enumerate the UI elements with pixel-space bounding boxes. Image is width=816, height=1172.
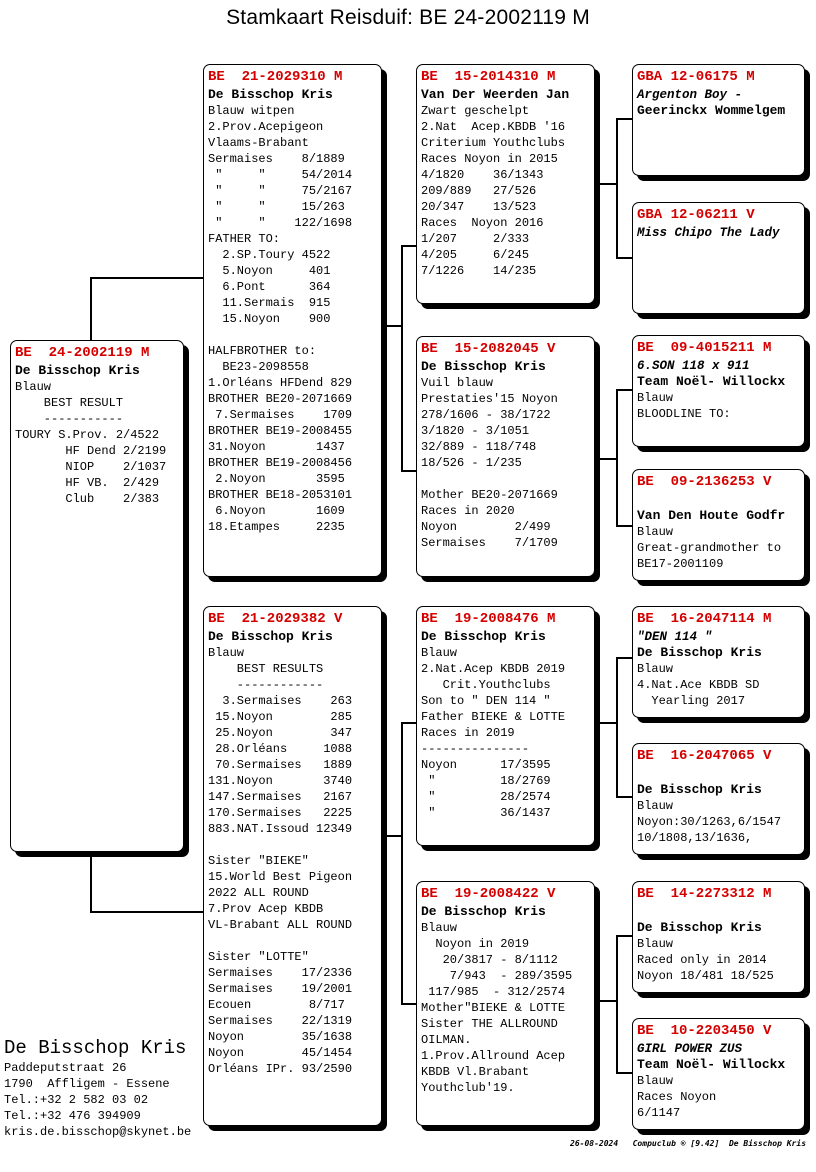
card-details (208, 629, 381, 1077)
owner-address-block (4, 1036, 191, 1140)
detail-line: Mother"BIEKE & LOTTE (421, 1001, 566, 1015)
detail-line: Blauw (421, 921, 458, 935)
connector-line (90, 277, 92, 340)
ring-number: BE 09-2136253 V (637, 474, 772, 490)
detail-line (637, 904, 804, 920)
detail-line: Noyon 45/1454 (208, 1046, 353, 1060)
detail-line: Noyon 35/1638 (208, 1030, 353, 1044)
connector-line (401, 245, 403, 471)
connector-line (401, 722, 403, 1004)
detail-line: Sermaises 19/2001 (208, 982, 353, 996)
detail-line: 4/1820 36/1343 (421, 168, 544, 182)
detail-line: 2022 ALL ROUND (208, 886, 309, 900)
detail-line: Zwart geschelpt (421, 104, 530, 118)
sire-dam-sire-card[interactable] (632, 335, 805, 447)
detail-line: Blauw (637, 662, 674, 676)
detail-line: Blauw (637, 525, 674, 539)
sire-sire-dam-card[interactable] (632, 202, 805, 314)
detail-line: 4.Nat.Ace KBDB SD (637, 678, 760, 692)
breeder-name: De Bisschop Kris (637, 782, 762, 797)
breeder-name: De Bisschop Kris (637, 920, 762, 935)
detail-line: Blauw (421, 646, 458, 660)
connector-line (595, 1000, 617, 1002)
detail-line: Sister "LOTTE" (208, 950, 309, 964)
detail-line: Orléans IPr. 93/2590 (208, 1062, 353, 1076)
breeder-name: De Bisschop Kris (208, 87, 333, 102)
card-details (421, 629, 594, 821)
connector-line (595, 722, 617, 724)
detail-line: Raced only in 2014 (637, 953, 767, 967)
detail-line: Youthclub'19. (421, 1081, 515, 1095)
detail-line: Races in 2019 (421, 726, 515, 740)
detail-line: Blauw (208, 646, 245, 660)
connector-line (616, 657, 632, 659)
owner-phone-2: Tel.:+32 476 394909 (4, 1109, 141, 1123)
detail-line: " " 75/2167 (208, 184, 353, 198)
card-details (637, 358, 804, 422)
card-details (421, 87, 594, 279)
ring-number: BE 21-2029382 V (208, 611, 343, 627)
connector-line (616, 389, 632, 391)
connector-line (595, 183, 617, 185)
card-details (421, 904, 594, 1096)
detail-line: Races Noyon (637, 1090, 717, 1104)
detail-line: 4/205 6/245 (421, 248, 530, 262)
detail-line: BROTHER BE19-2008456 (208, 456, 353, 470)
breeder-name: De Bisschop Kris (421, 904, 546, 919)
detail-line: Crit.Youthclubs (421, 678, 551, 692)
card-details (637, 629, 804, 709)
detail-line: 15.World Best Pigeon (208, 870, 353, 884)
dam-dam-sire-card[interactable] (632, 881, 805, 993)
owner-name: De Bisschop Kris (4, 1037, 187, 1059)
breeder-name: De Bisschop Kris (637, 645, 762, 660)
owner-street: Paddeputstraat 26 (4, 1061, 127, 1075)
detail-line: Sister "BIEKE" (208, 854, 309, 868)
ring-number: BE 24-2002119 M (15, 345, 150, 361)
detail-line: BE17-2001109 (637, 557, 724, 571)
connector-line (382, 325, 402, 327)
ring-number: BE 16-2047114 M (637, 611, 772, 627)
detail-line: Ecouen 8/717 (208, 998, 345, 1012)
detail-line: Races Noyon 2016 (421, 216, 544, 230)
sire-dam-dam-card[interactable] (632, 469, 805, 581)
card-details (637, 766, 804, 846)
detail-line: 11.Sermais 915 (208, 296, 331, 310)
detail-line: BEST RESULTS (208, 662, 324, 676)
detail-line: Blauw (637, 937, 674, 951)
detail-line: 1/207 2/333 (421, 232, 530, 246)
detail-line: 10/1808,13/1636, (637, 831, 753, 845)
owner-city: 1790 Affligem - Essene (4, 1077, 170, 1091)
connector-line (401, 1003, 417, 1005)
detail-line: 1.Orléans HFDend 829 (208, 376, 353, 390)
detail-line: 6.Noyon 1609 (208, 504, 345, 518)
detail-line: " 36/1437 (421, 806, 551, 820)
detail-line: 70.Sermaises 1889 (208, 758, 353, 772)
detail-line: Mother BE20-2071669 (421, 488, 558, 502)
detail-line: NIOP 2/1037 (15, 460, 167, 474)
sire-dam-card[interactable] (416, 336, 595, 577)
connector-line (401, 470, 417, 472)
breeder-name: De Bisschop Kris (15, 363, 140, 378)
detail-line: Father BIEKE & LOTTE (421, 710, 566, 724)
detail-line: Sister THE ALLROUND (421, 1017, 558, 1031)
dam-dam-card[interactable] (416, 881, 595, 1126)
detail-line: VL-Brabant ALL ROUND (208, 918, 353, 932)
detail-line: 131.Noyon 3740 (208, 774, 353, 788)
detail-line: 3.Sermaises 263 (208, 694, 353, 708)
dam-card[interactable] (203, 606, 382, 1126)
detail-line: 7/1226 14/235 (421, 264, 537, 278)
detail-line (208, 933, 381, 949)
detail-line (421, 471, 594, 487)
connector-line (616, 935, 618, 1073)
detail-line: 32/889 - 118/748 (421, 440, 537, 454)
detail-line: BE23-2098558 (208, 360, 309, 374)
print-footer: 26-08-2024 Compuclub ® [9.42] De Bisschop Kris (570, 1139, 807, 1148)
sire-sire-card[interactable] (416, 64, 595, 304)
detail-line: --------------- (421, 742, 530, 756)
detail-line: FATHER TO: (208, 232, 281, 246)
breeder-name: Team Noël- Willockx (637, 374, 786, 389)
ring-number: BE 19-2008422 V (421, 886, 556, 902)
card-details (637, 1041, 804, 1121)
ring-number: BE 15-2014310 M (421, 69, 556, 85)
detail-line: BROTHER BE19-2008455 (208, 424, 353, 438)
detail-line: Criterium Youthclubs (421, 136, 566, 150)
detail-line: 20/3817 - 8/1112 (421, 953, 558, 967)
dam-sire-dam-card[interactable] (632, 743, 805, 855)
card-details (421, 359, 594, 551)
detail-line: 7.Prov Acep KBDB (208, 902, 324, 916)
detail-line: 6/1147 (637, 1106, 681, 1120)
connector-line (616, 935, 632, 937)
connector-line (616, 118, 632, 120)
detail-line: 147.Sermaises 2167 (208, 790, 353, 804)
breeder-name: Geerinckx Wommelgem (637, 103, 786, 118)
detail-line: 5.Noyon 401 (208, 264, 331, 278)
connector-line (90, 277, 204, 279)
detail-line (637, 766, 804, 782)
detail-line: 278/1606 - 38/1722 (421, 408, 551, 422)
connector-line (616, 657, 618, 797)
detail-line: Blauw (637, 1074, 674, 1088)
detail-line: Blauw (637, 799, 674, 813)
detail-line: 25.Noyon 347 (208, 726, 353, 740)
connector-line (401, 722, 417, 724)
detail-line: 117/985 - 312/2574 (421, 985, 566, 999)
detail-line: OILMAN. (421, 1033, 472, 1047)
connector-line (401, 245, 417, 247)
ring-number: BE 15-2082045 V (421, 341, 556, 357)
detail-line: 883.NAT.Issoud 12349 (208, 822, 353, 836)
detail-line: Vuil blauw (421, 376, 494, 390)
card-details (208, 87, 381, 535)
detail-line: Blauw (15, 380, 52, 394)
connector-line (90, 911, 204, 913)
detail-line: 7.Sermaises 1709 (208, 408, 353, 422)
card-details (637, 225, 804, 241)
detail-line: Son to " DEN 114 " (421, 694, 551, 708)
detail-line: 15.Noyon 900 (208, 312, 331, 326)
detail-line: BEST RESULT (15, 396, 124, 410)
detail-line: 170.Sermaises 2225 (208, 806, 353, 820)
detail-line: 2.Noyon 3595 (208, 472, 345, 486)
detail-line: 15.Noyon 285 (208, 710, 353, 724)
connector-line (616, 796, 632, 798)
detail-line: 18/526 - 1/235 (421, 456, 522, 470)
card-details (637, 87, 804, 119)
ring-number: BE 19-2008476 M (421, 611, 556, 627)
detail-line: 3/1820 - 3/1051 (421, 424, 530, 438)
breeder-name: De Bisschop Kris (421, 359, 546, 374)
detail-line: 28.Orléans 1088 (208, 742, 353, 756)
detail-line: HF Dend 2/2199 (15, 444, 167, 458)
detail-line: Noyon 17/3595 (421, 758, 551, 772)
detail-line: HF VB. 2/429 (15, 476, 160, 490)
detail-line: 2.SP.Toury 4522 (208, 248, 331, 262)
detail-line: BROTHER BE20-2071669 (208, 392, 353, 406)
detail-line: Sermaises 17/2336 (208, 966, 353, 980)
connector-line (616, 118, 618, 258)
detail-line: Club 2/383 (15, 492, 160, 506)
detail-line: 6.Pont 364 (208, 280, 331, 294)
detail-line: Noyon in 2019 (421, 937, 530, 951)
ring-number: GBA 12-06175 M (637, 69, 755, 85)
detail-line: BLOODLINE TO: (637, 407, 731, 421)
detail-line: Yearling 2017 (637, 694, 746, 708)
connector-line (616, 1072, 632, 1074)
detail-line: " " 15/263 (208, 200, 345, 214)
detail-line (208, 327, 381, 343)
detail-line: Sermaises 22/1319 (208, 1014, 353, 1028)
connector-line (616, 389, 618, 526)
ring-number: BE 10-2203450 V (637, 1023, 772, 1039)
detail-line: 7/943 - 289/3595 (421, 969, 573, 983)
sire-sire-sire-card[interactable] (632, 64, 805, 176)
pigeon-nickname: Miss Chipo The Lady (637, 226, 780, 240)
sire-card[interactable] (203, 64, 382, 577)
detail-line: Blauw (637, 391, 674, 405)
detail-line: " " 122/1698 (208, 216, 353, 230)
detail-line: 2.Nat Acep.KBDB '16 (421, 120, 566, 134)
dam-sire-sire-card[interactable] (632, 606, 805, 718)
detail-line: Races in 2020 (421, 504, 515, 518)
detail-line: " 18/2769 (421, 774, 551, 788)
dam-dam-dam-card[interactable] (632, 1018, 805, 1130)
detail-line: Noyon 2/499 (421, 520, 551, 534)
detail-line: HALFBROTHER to: (208, 344, 317, 358)
detail-line: BROTHER BE18-2053101 (208, 488, 353, 502)
ring-number: BE 16-2047065 V (637, 748, 772, 764)
card-details (15, 363, 183, 507)
connector-line (90, 852, 92, 912)
pigeon-nickname: GIRL POWER ZUS (637, 1042, 743, 1056)
connector-line (616, 525, 632, 527)
detail-line: ------------ (208, 678, 324, 692)
connector-line (616, 257, 632, 259)
detail-line: 209/889 27/526 (421, 184, 537, 198)
owner-email[interactable]: kris.de.bisschop@skynet.be (4, 1125, 192, 1139)
ring-number: BE 21-2029310 M (208, 69, 343, 85)
detail-line: KBDB Vl.Brabant (421, 1065, 530, 1079)
detail-line: Races Noyon in 2015 (421, 152, 558, 166)
breeder-name: Team Noël- Willockx (637, 1057, 786, 1072)
breeder-name: De Bisschop Kris (421, 629, 546, 644)
connector-line (595, 458, 617, 460)
detail-line: " " 54/2014 (208, 168, 353, 182)
detail-line: Sermaises 8/1889 (208, 152, 345, 166)
detail-line: Blauw witpen (208, 104, 295, 118)
breeder-name: Van Den Houte Godfr (637, 508, 786, 523)
card-details (637, 492, 804, 572)
detail-line: ----------- (15, 412, 124, 426)
detail-line: Noyon:30/1263,6/1547 (637, 815, 782, 829)
ring-number: GBA 12-06211 V (637, 207, 755, 223)
connector-line (382, 835, 402, 837)
detail-line: 31.Noyon 1437 (208, 440, 345, 454)
detail-line: 2.Nat.Acep KBDB 2019 (421, 662, 566, 676)
pigeon-nickname: 6.SON 118 x 911 (637, 359, 750, 373)
pigeon-nickname: "DEN 114 " (637, 630, 713, 644)
detail-line: 18.Etampes 2235 (208, 520, 345, 534)
detail-line: 20/347 13/523 (421, 200, 537, 214)
dam-sire-card[interactable] (416, 606, 595, 846)
detail-line: Sermaises 7/1709 (421, 536, 558, 550)
detail-line: Vlaams-Brabant (208, 136, 309, 150)
pigeon-nickname: Argenton Boy - (637, 88, 743, 102)
subject-pigeon-card[interactable] (10, 340, 184, 852)
detail-line: " 28/2574 (421, 790, 551, 804)
ring-number: BE 14-2273312 M (637, 886, 772, 902)
detail-line: 1.Prov.Allround Acep (421, 1049, 566, 1063)
detail-line: TOURY S.Prov. 2/4522 (15, 428, 160, 442)
detail-line: Noyon 18/481 18/525 (637, 969, 774, 983)
card-details (637, 904, 804, 984)
page-title: Stamkaart Reisduif: BE 24-2002119 M (226, 6, 590, 29)
detail-line: Prestaties'15 Noyon (421, 392, 558, 406)
detail-line (208, 837, 381, 853)
ring-number: BE 09-4015211 M (637, 340, 772, 356)
breeder-name: De Bisschop Kris (208, 629, 333, 644)
detail-line: 2.Prov.Acepigeon (208, 120, 324, 134)
owner-phone-1: Tel.:+32 2 582 03 02 (4, 1093, 149, 1107)
detail-line: Great-grandmother to (637, 541, 782, 555)
breeder-name: Van Der Weerden Jan (421, 87, 570, 102)
detail-line (637, 492, 804, 508)
